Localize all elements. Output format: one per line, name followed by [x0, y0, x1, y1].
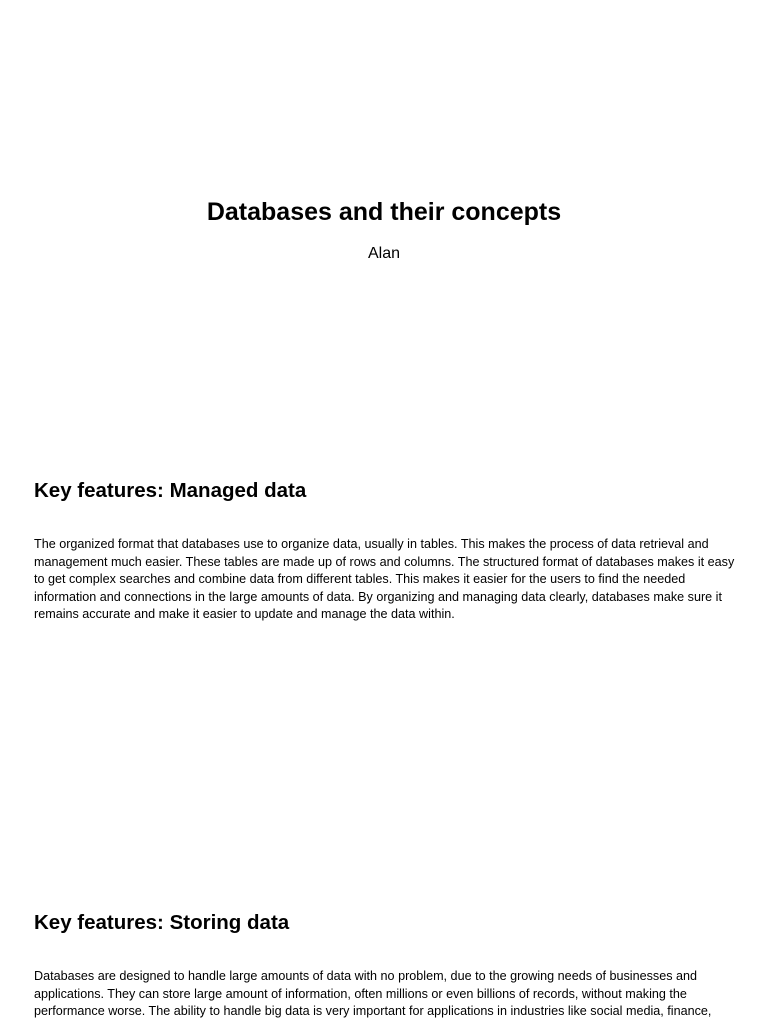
section-heading-managed-data: Key features: Managed data — [34, 479, 307, 502]
page-title: Databases and their concepts — [206, 198, 562, 226]
section-body-managed-data: The organized format that databases use to organize data, usually in tables. This makes the process of data retrieval and management much easier. These tables are made up of rows and columns. The structured format of databases makes it easy to get complex searches and combine data from different tables. This makes it easier for the users to find the needed information and connections in the large amounts of data. By organizing and managing data clearly, databases make sure it remains accurate and make it easier to update and manage the data within. — [34, 537, 735, 621]
section-heading-storing-data: Key features: Storing data — [34, 911, 290, 934]
section-body-storing-data: Databases are designed to handle large amounts of data with no problem, due to the growing needs of businesses and applications. They can store large amount of information, often millions or even billions of records, without making the performance worse. The ability to handle big data is very important for applications in industries like social media, finance, — [34, 969, 712, 1018]
author-name: Alan — [367, 245, 401, 262]
